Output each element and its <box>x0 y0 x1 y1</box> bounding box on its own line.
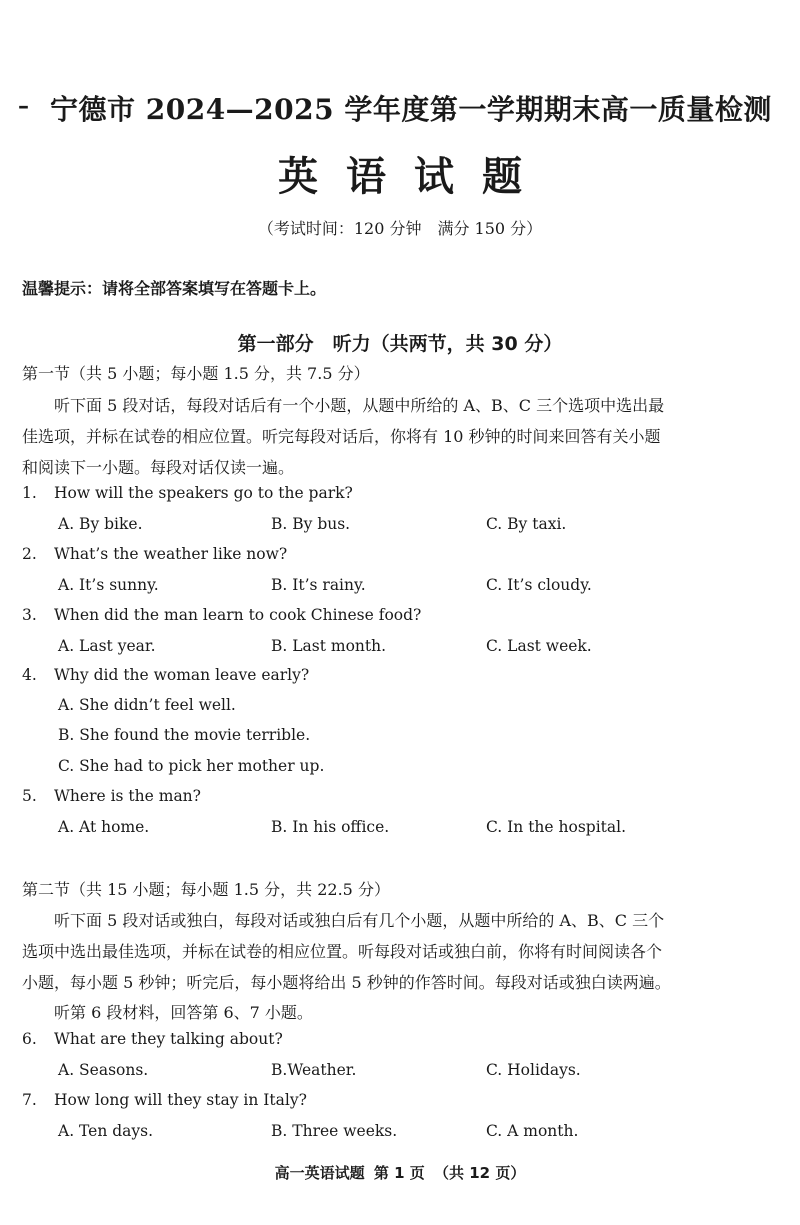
section-one-heading: 第一节（共 5 小题；每小题 1.5 分，共 7.5 分） <box>22 364 370 383</box>
question-text: Where is the man? <box>54 787 201 805</box>
option-a: A. By bike. <box>58 515 143 533</box>
question-number: 1. <box>22 484 37 502</box>
section-one-instruction-line: 和阅读下一小题。每段对话仅读一遍。 <box>22 458 295 477</box>
question-number: 5. <box>22 787 37 805</box>
question-text: What’s the weather like now? <box>54 545 288 563</box>
section-one-instruction-line: 佳选项，并标在试卷的相应位置。听完每段对话后，你将有 10 秒钟的时间来回答有关小题 <box>22 427 661 446</box>
footer-page-number: 第 1 页 <box>373 1164 425 1182</box>
section-two-heading: 第二节（共 15 小题；每小题 1.5 分，共 22.5 分） <box>22 880 390 899</box>
footer-total-pages: （共 12 页） <box>434 1164 526 1182</box>
option-a: A. She didn’t feel well. <box>58 696 236 714</box>
exam-title: 宁德市 2024—2025 学年度第一学期期末高一质量检测 <box>50 93 772 126</box>
part-one-title: 第一部分 听力（共两节，共 30 分） <box>237 333 563 355</box>
option-b: B. By bus. <box>271 515 351 533</box>
option-a: A. It’s sunny. <box>58 576 159 594</box>
question-number: 6. <box>22 1030 37 1048</box>
option-c: C. Holidays. <box>486 1061 581 1079</box>
section-one-instruction-line: 听下面 5 段对话，每段对话后有一个小题，从题中所给的 A、B、C 三个选项中选出最 <box>22 396 665 415</box>
option-c: C. A month. <box>486 1122 579 1140</box>
page-footer <box>0 1162 800 1183</box>
section-two-instruction-line: 听下面 5 段对话或独白，每段对话或独白后有几个小题，从题中所给的 A、B、C 三个 <box>22 911 665 930</box>
question-number: 3. <box>22 606 37 624</box>
question-number: 4. <box>22 666 37 684</box>
exam-time-and-score: （考试时间：120 分钟 满分 150 分） <box>257 219 543 238</box>
option-b: B. Last month. <box>271 637 387 655</box>
notice-reminder: 温馨提示：请将全部答案填写在答题卡上。 <box>22 279 327 298</box>
option-c: C. Last week. <box>486 637 592 655</box>
option-c: C. It’s cloudy. <box>486 576 592 594</box>
question-text: How long will they stay in Italy? <box>54 1091 307 1109</box>
option-b: B. She found the movie terrible. <box>58 726 311 744</box>
margin-dash-mark: – <box>18 93 29 119</box>
option-c: C. She had to pick her mother up. <box>58 757 325 775</box>
option-a: A. Seasons. <box>58 1061 149 1079</box>
question-text: How will the speakers go to the park? <box>54 484 353 502</box>
option-b: B. It’s rainy. <box>271 576 366 594</box>
section-two-instruction-line: 听第 6 段材料，回答第 6、7 小题。 <box>22 1003 313 1022</box>
question-number: 7. <box>22 1091 37 1109</box>
question-text: What are they talking about? <box>54 1030 283 1048</box>
option-c: C. In the hospital. <box>486 818 627 836</box>
question-number: 2. <box>22 545 37 563</box>
option-b: B. Three weeks. <box>271 1122 398 1140</box>
option-a: A. Ten days. <box>58 1122 154 1140</box>
question-text: Why did the woman leave early? <box>54 666 310 684</box>
footer-subject: 高一英语试题 <box>274 1164 365 1182</box>
option-a: A. At home. <box>58 818 150 836</box>
option-b: B. In his office. <box>271 818 390 836</box>
section-two-instruction-line: 选项中选出最佳选项，并标在试卷的相应位置。听每段对话或独白前，你将有时间阅读各个 <box>22 942 663 961</box>
option-c: C. By taxi. <box>486 515 567 533</box>
section-two-instruction-line: 小题，每小题 5 秒钟；听完后，每小题将给出 5 秒钟的作答时间。每段对话或独白读两遍。 <box>22 973 671 992</box>
option-b: B.Weather. <box>271 1061 357 1079</box>
question-text: When did the man learn to cook Chinese food? <box>54 606 422 624</box>
option-a: A. Last year. <box>58 637 156 655</box>
subject-title: 英语试题 <box>278 153 550 200</box>
